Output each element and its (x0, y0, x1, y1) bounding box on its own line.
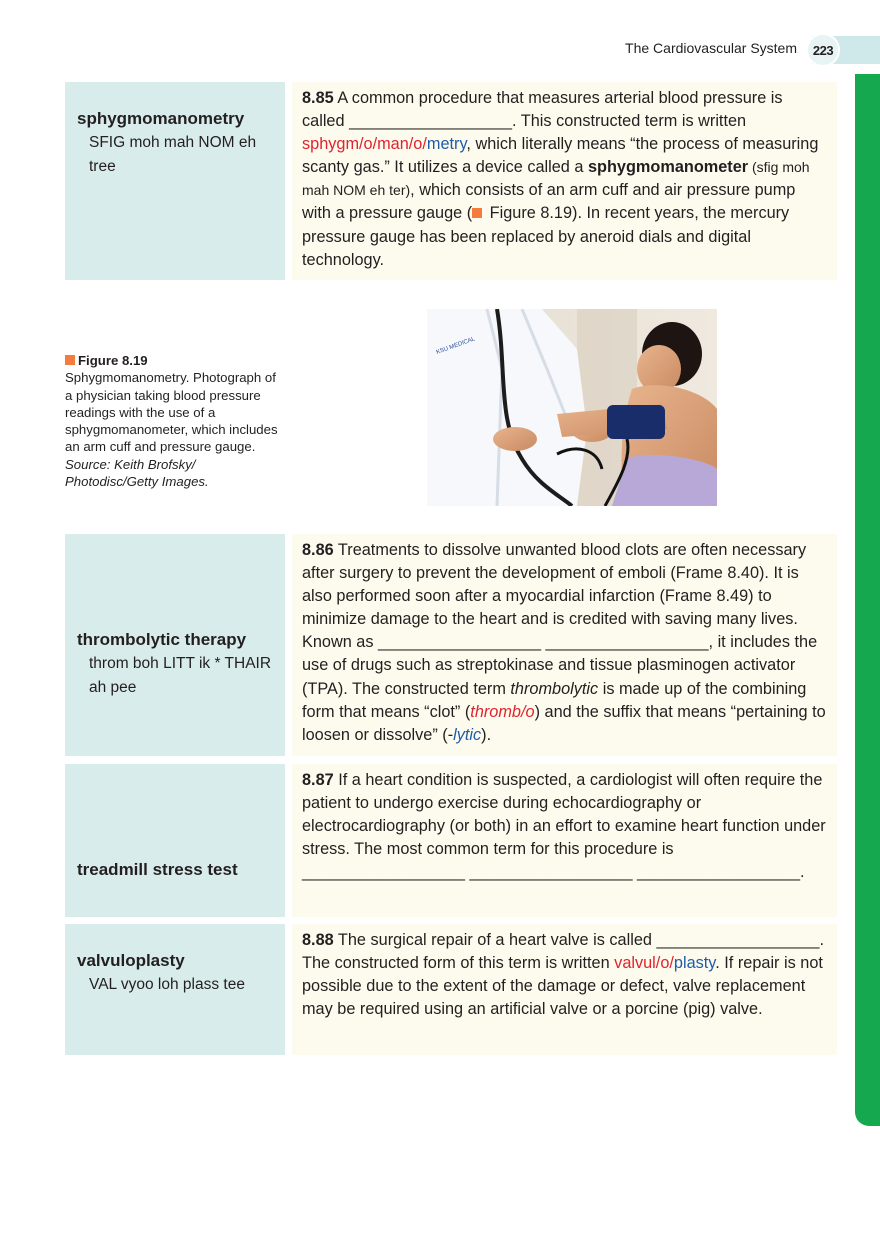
frame-text: is made up of the combining form that means “clot” ( (302, 679, 807, 721)
figure-bullet-icon (472, 208, 482, 218)
suffix: lytic (453, 725, 482, 744)
frame-text: Treatments to dissolve unwanted blood clots are often necessary after surgery to prevent the development of emboli (Frame 8.40). It is also performed soon after a myocardial infarction (Frame 8.49) to minimize damage to the heart and is credited with saving many lives. Known as __________________ __________________, it includes the use of drugs such as streptokinase and tissue plasminogen activator (TPA). The constructed term (302, 541, 818, 698)
frame-text: , which literally means “the process of measuring scanty gas.” It utilizes a device called a (302, 135, 819, 177)
page-number: 223 (806, 33, 840, 67)
combining-form: valvul/o/ (614, 954, 674, 973)
bold-term-pronunciation: (sfig moh mah NOM eh ter) (302, 159, 810, 199)
frame-number: 8.85 (302, 89, 334, 107)
chapter-title: The Cardiovascular System (625, 40, 797, 56)
suffix: metry (426, 135, 467, 154)
term-pronunciation: throm boh LITT ik * THAIR ah pee (89, 655, 272, 696)
figure-photo (427, 309, 717, 506)
bold-term: sphygmomanometer (587, 158, 749, 177)
term-box-treadmill-stress-test (65, 764, 285, 917)
frame-text: , which consists of an arm cuff and air pressure pump with a pressure gauge ( (302, 181, 796, 223)
figure-reference: Figure 8.19). In recent years, the mercury pressure gauge has been replaced by aneroid dials and digital technology. (302, 204, 790, 269)
frame-text: ). (481, 725, 492, 744)
frame-8-87 (292, 764, 837, 917)
figure-label: Figure 8.19 (78, 353, 148, 368)
frame-number: 8.86 (302, 541, 334, 559)
frame-8-85 (292, 82, 837, 280)
term-box-thrombolytic-therapy (65, 534, 285, 756)
italic-term: thrombolytic (510, 679, 599, 698)
frame-text: If a heart condition is suspected, a cardiologist will often require the patient to undergo exercise during echocardiography or electrocardiography (or both) in an effort to examine heart function under stress. The most common term for this procedure is __________________ __________________ __________________. (302, 771, 826, 882)
term-label: treadmill stress test (77, 860, 238, 879)
chapter-tab (855, 74, 880, 1126)
term-pronunciation: VAL vyoo loh plass tee (89, 976, 245, 993)
frame-number: 8.87 (302, 771, 334, 789)
term-label: valvuloplasty (77, 951, 185, 970)
frame-8-86 (292, 534, 837, 756)
figure-bullet-icon (65, 355, 75, 365)
figure-caption (65, 352, 285, 490)
figure-source: Source: Keith Brofsky/ Photodisc/Getty Images. (65, 456, 209, 490)
frame-text: The surgical repair of a heart valve is called __________________. The constructed form of this term is written (302, 931, 824, 973)
term-box-valvuloplasty (65, 924, 285, 1055)
term-label: thrombolytic therapy (77, 630, 247, 649)
svg-text:KSU MEDICAL: KSU MEDICAL (435, 336, 476, 356)
term-box-sphygmomanometry (65, 82, 285, 280)
frame-8-88 (292, 924, 837, 1055)
word-root: sphygm/o/man/o/ (302, 135, 427, 154)
figure-caption-text: Sphygmomanometry. Photograph of a physician taking blood pressure readings with the use of a sphygmomanometer, which includes an arm cuff and pressure gauge. (65, 370, 278, 455)
combining-form: thromb/o (470, 702, 535, 721)
suffix: plasty (673, 954, 716, 973)
term-pronunciation: SFIG moh mah NOM eh tree (89, 134, 257, 175)
frame-text: A common procedure that measures arterial blood pressure is called __________________. This constructed term is written (302, 89, 783, 131)
frame-text: ) and the suffix that means “pertaining to loosen or dissolve” (- (302, 702, 826, 744)
frame-text: . If repair is not possible due to the extent of the damage or defect, valve replacement may be required using an artificial valve or a porcine (pig) valve. (302, 954, 823, 1019)
photo-illustration (427, 309, 717, 506)
frame-number: 8.88 (302, 931, 334, 949)
term-label: sphygmomanometry (77, 109, 245, 128)
